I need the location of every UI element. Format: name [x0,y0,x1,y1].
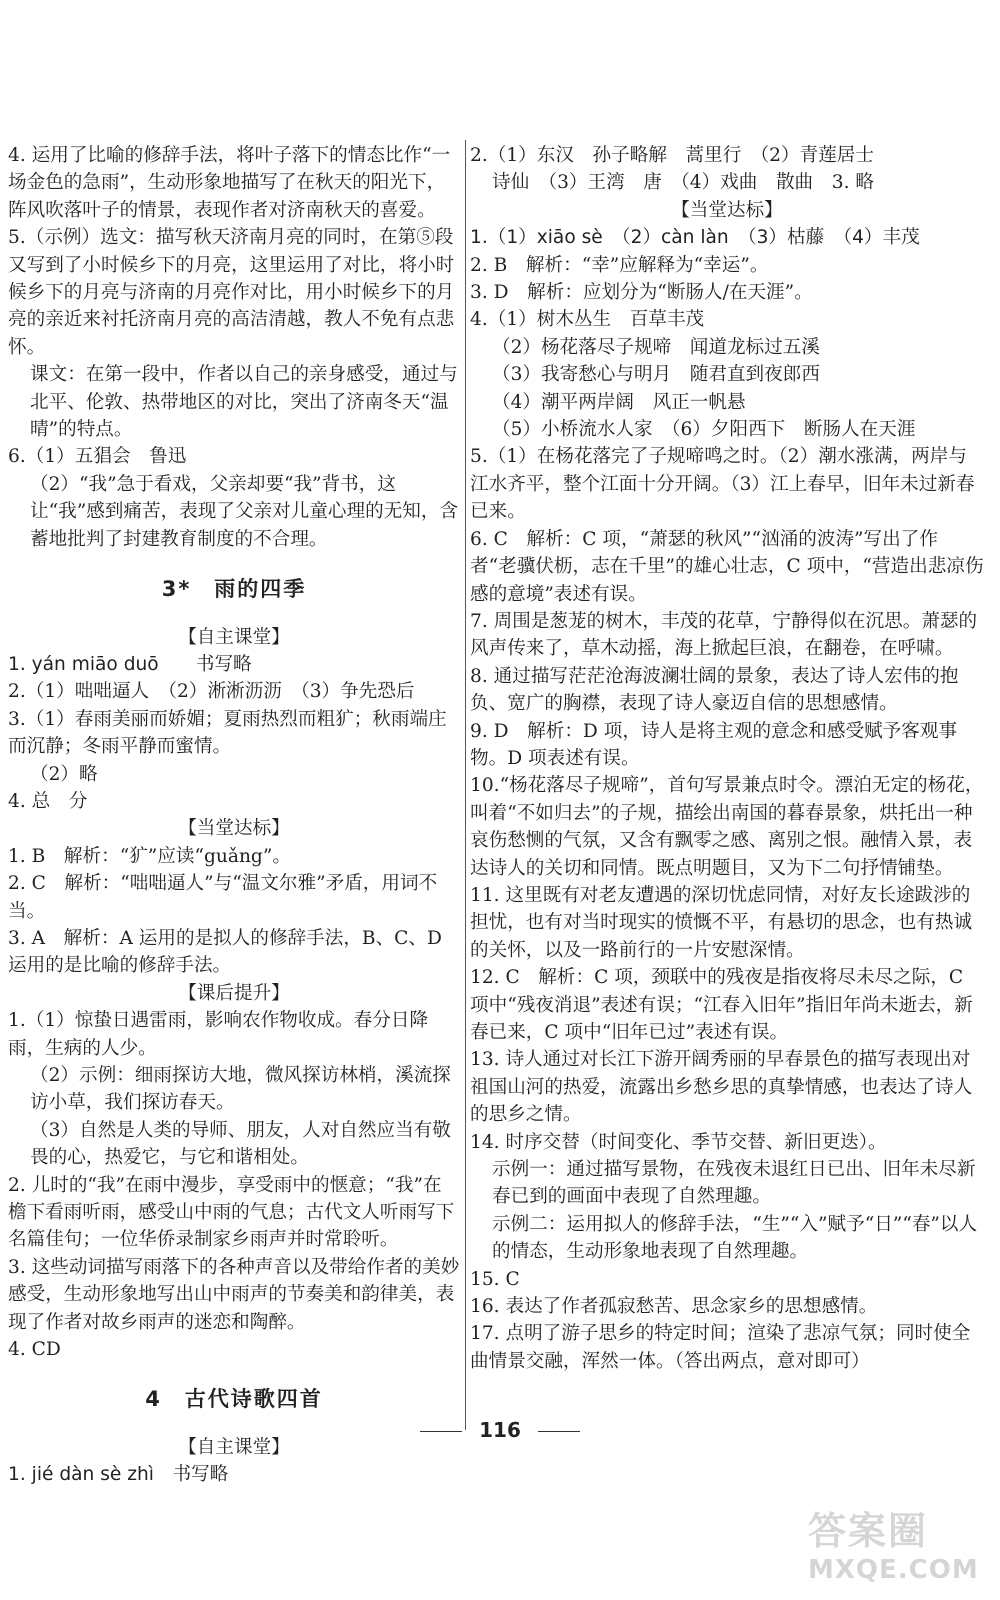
answer-item: 3.（1）春雨美丽而娇媚；夏雨热烈而粗犷；秋雨端庄而沉静；冬雨平静而蜜情。 [8,708,447,758]
answer-item: 课文：在第一段中，作者以自己的亲身感受，通过与北平、伦敦、热带地区的对比，突出了济南冬天“温晴”的特点。 [30,364,458,441]
section-heading: 【自主课堂】 [178,1436,290,1458]
answer-item: 1.（1）惊蛰日遇雷雨，影响农作物收成。春分日降雨，生病的人少。 [8,1010,429,1059]
lesson-title: 4 古代诗歌四首 [145,1387,323,1412]
section-heading: 【当堂达标】 [671,199,783,221]
section-heading: 【当堂达标】 [178,818,290,840]
page-footer [0,1418,1000,1442]
answer-item: 10.“杨花落尽子规啼”，首句写景兼点时令。漂泊无定的杨花，叫着“不如归去”的子规，描绘出南国的暮春景象，烘托出一种哀伤愁恻的气氛，又含有飘零之感、离别之恨。融情入景，表达诗人的关切和同情。既点明题目，又为下二句抒情铺垫。 [470,775,984,879]
answer-item: 5.（1）在杨花落完了子规啼鸣之时。（2）潮水涨满，两岸与江水齐平，整个江面十分开阔。（3）江上春早，旧年未过新春已来。 [470,446,975,523]
answer-item: 3. 这些动词描写雨落下的各种声音以及带给作者的美妙感受，生动形象地写出山中雨声的节奏美和韵律美，表现了作者对故乡雨声的迷恋和陶醉。 [8,1256,460,1333]
answer-item: 2. C 解析：“咄咄逼人”与“温文尔雅”矛盾，用词不当。 [8,873,438,922]
answer-item: 5.（示例）选文：描写秋天济南月亮的同时，在第⑤段又写到了小时候乡下的月亮，这里运用了对比，将小时候乡下的月亮与济南的月亮作对比，用小时候乡下的月亮的亲近来衬托济南月亮的高洁清越，教人不免有点悲怀。 [8,227,455,358]
answer-item: 2. 儿时的“我”在雨中漫步，享受雨中的惬意；“我”在檐下看雨听雨，感受山中雨的气息；古代文人听雨写下名篇佳句；一位华侨录制家乡雨声并时常聆听。 [8,1174,455,1251]
watermark-logo [808,1500,988,1592]
answer-item: 1. B 解析：“犷”应读“guǎng”。 [8,845,291,867]
answer-item: 2. B 解析：“幸”应解释为“幸运”。 [470,254,769,276]
answer-item: （2）“我”急于看戏，父亲却要“我”背书，这让“我”感到痛苦，表现了父亲对儿童心理的无知，含蓄地批判了封建教育制度的不合理。 [30,473,459,550]
section-heading: 【课后提升】 [178,982,290,1004]
answer-item: （2）杨花落尽子规啼 闻道龙标过五溪 [492,336,820,358]
answer-item: 1. yán miāo duō 书写略 [8,653,252,675]
answer-item: 17. 点明了游子思乡的特定时间；渲染了悲凉气氛；同时使全曲情景交融，浑然一体。（答出两点，意对即可） [470,1323,971,1372]
answer-item: 4. 运用了比喻的修辞手法，将叶子落下的情态比作“一场金色的急雨”，生动形象地描写了在秋天的阳光下，阵风吹落叶子的情景，表现作者对济南秋天的喜爱。 [8,145,451,221]
answer-item: 8. 通过描写茫茫沧海波澜壮阔的景象，表达了诗人宏伟的抱负、宽广的胸襟，表现了诗人豪迈自信的思想感情。 [470,665,959,715]
answer-item: 13. 诗人通过对长江下游开阔秀丽的早春景色的描写表现出对祖国山河的热爱，流露出乡愁乡思的真挚情感，也表达了诗人的思乡之情。 [470,1049,973,1126]
answer-item: 12. C 解析：C 项，颈联中的残夜是指夜将尽未尽之际，C 项中“残夜消退”表述有误；“江春入旧年”指旧年尚未逝去，新春已来，C 项中“旧年已过”表述有误。 [470,967,973,1043]
answer-item: 9. D 解析：D 项，诗人是将主观的意念和感受赋予客观事物。D 项表述有误。 [470,720,958,769]
answer-item: 6.（1）五猖会 鲁迅 [8,446,187,468]
watermark-top-text: 答案圈 [808,1509,929,1553]
answer-item: 11. 这里既有对老友遭遇的深切忧虑同情，对好友长途跋涉的担忧，也有对当时现实的愤慨不平，有悬切的思念，也有热诚的关怀，以及一路前行的一片安慰深情。 [470,884,973,961]
answer-item: 6. C 解析：C 项，“萧瑟的秋风”“汹涌的波涛”写出了作者“老骥伏枥，志在千里”的雄心壮志，C 项中，“营造出悲凉伤感的意境”表述有误。 [470,528,984,605]
answer-item: 16. 表达了作者孤寂愁苦、思念家乡的思想感情。 [470,1296,878,1318]
answer-item: 14. 时序交替（时间变化、季节交替、新旧更迭）。 [470,1131,887,1153]
column-divider [465,140,466,1430]
answer-item: 示例一：通过描写景物，在残夜未退红日已出、旧年未尽新春已到的画面中表现了自然理趣。 [492,1159,976,1208]
watermark-bottom-text: MXQE.COM [808,1555,979,1585]
footer-rule-left [420,1431,462,1432]
section-heading: 【自主课堂】 [178,626,290,648]
answer-item: 诗仙 （3）王湾 唐 （4）戏曲 散曲 3. 略 [492,172,874,194]
answer-item: 7. 周围是葱茏的树木，丰茂的花草，宁静得似在沉思。萧瑟的风声传来了，草木动摇，海上掀起巨浪，在翻卷，在呼啸。 [470,610,978,660]
right-column [470,142,984,1375]
answer-item: （5）小桥流水人家 （6）夕阳西下 断肠人在天涯 [492,419,916,441]
left-column [8,142,460,1489]
answer-item: 4. 总 分 [8,790,88,812]
answer-item: （2）示例：细雨探访大地，微风探访林梢，溪流探访小草，我们探访春天。 [30,1065,451,1114]
footer-rule-right [538,1431,580,1432]
answer-item: （3）我寄愁心与明月 随君直到夜郎西 [492,364,820,386]
answer-item: 4. CD [8,1339,61,1361]
answer-item: 示例二：运用拟人的修辞手法，“生”“入”赋予“日”“春”以人的情态，生动形象地表现了自然理趣。 [492,1213,978,1263]
answer-item: 2.（1）东汉 孙子略解 蒿里行 （2）青莲居士 [470,145,874,166]
answer-item: 3. A 解析：A 运用的是拟人的修辞手法，B、C、D 运用的是比喻的修辞手法。 [8,927,442,977]
answer-item: 2.（1）咄咄逼人 （2）淅淅沥沥 （3）争先恐后 [8,681,415,703]
answer-item: （2）略 [30,763,98,785]
answer-item: 1. jié dàn sè zhì 书写略 [8,1464,229,1486]
answer-item: 15. C [470,1268,520,1290]
answer-item: （4）潮平两岸阔 风正一帆悬 [492,391,746,413]
page-number: 116 [479,1418,521,1442]
answer-item: 1.（1）xiāo sè （2）càn làn （3）枯藤 （4）丰茂 [470,227,920,249]
answer-item: 3. D 解析：应划分为“断肠人/在天涯”。 [470,282,813,304]
answer-item: 4.（1）树木丛生 百草丰茂 [470,309,705,331]
answer-item: （3）自然是人类的导师、朋友，人对自然应当有敬畏的心，热爱它，与它和谐相处。 [30,1119,451,1169]
lesson-title: 3* 雨的四季 [161,577,307,602]
